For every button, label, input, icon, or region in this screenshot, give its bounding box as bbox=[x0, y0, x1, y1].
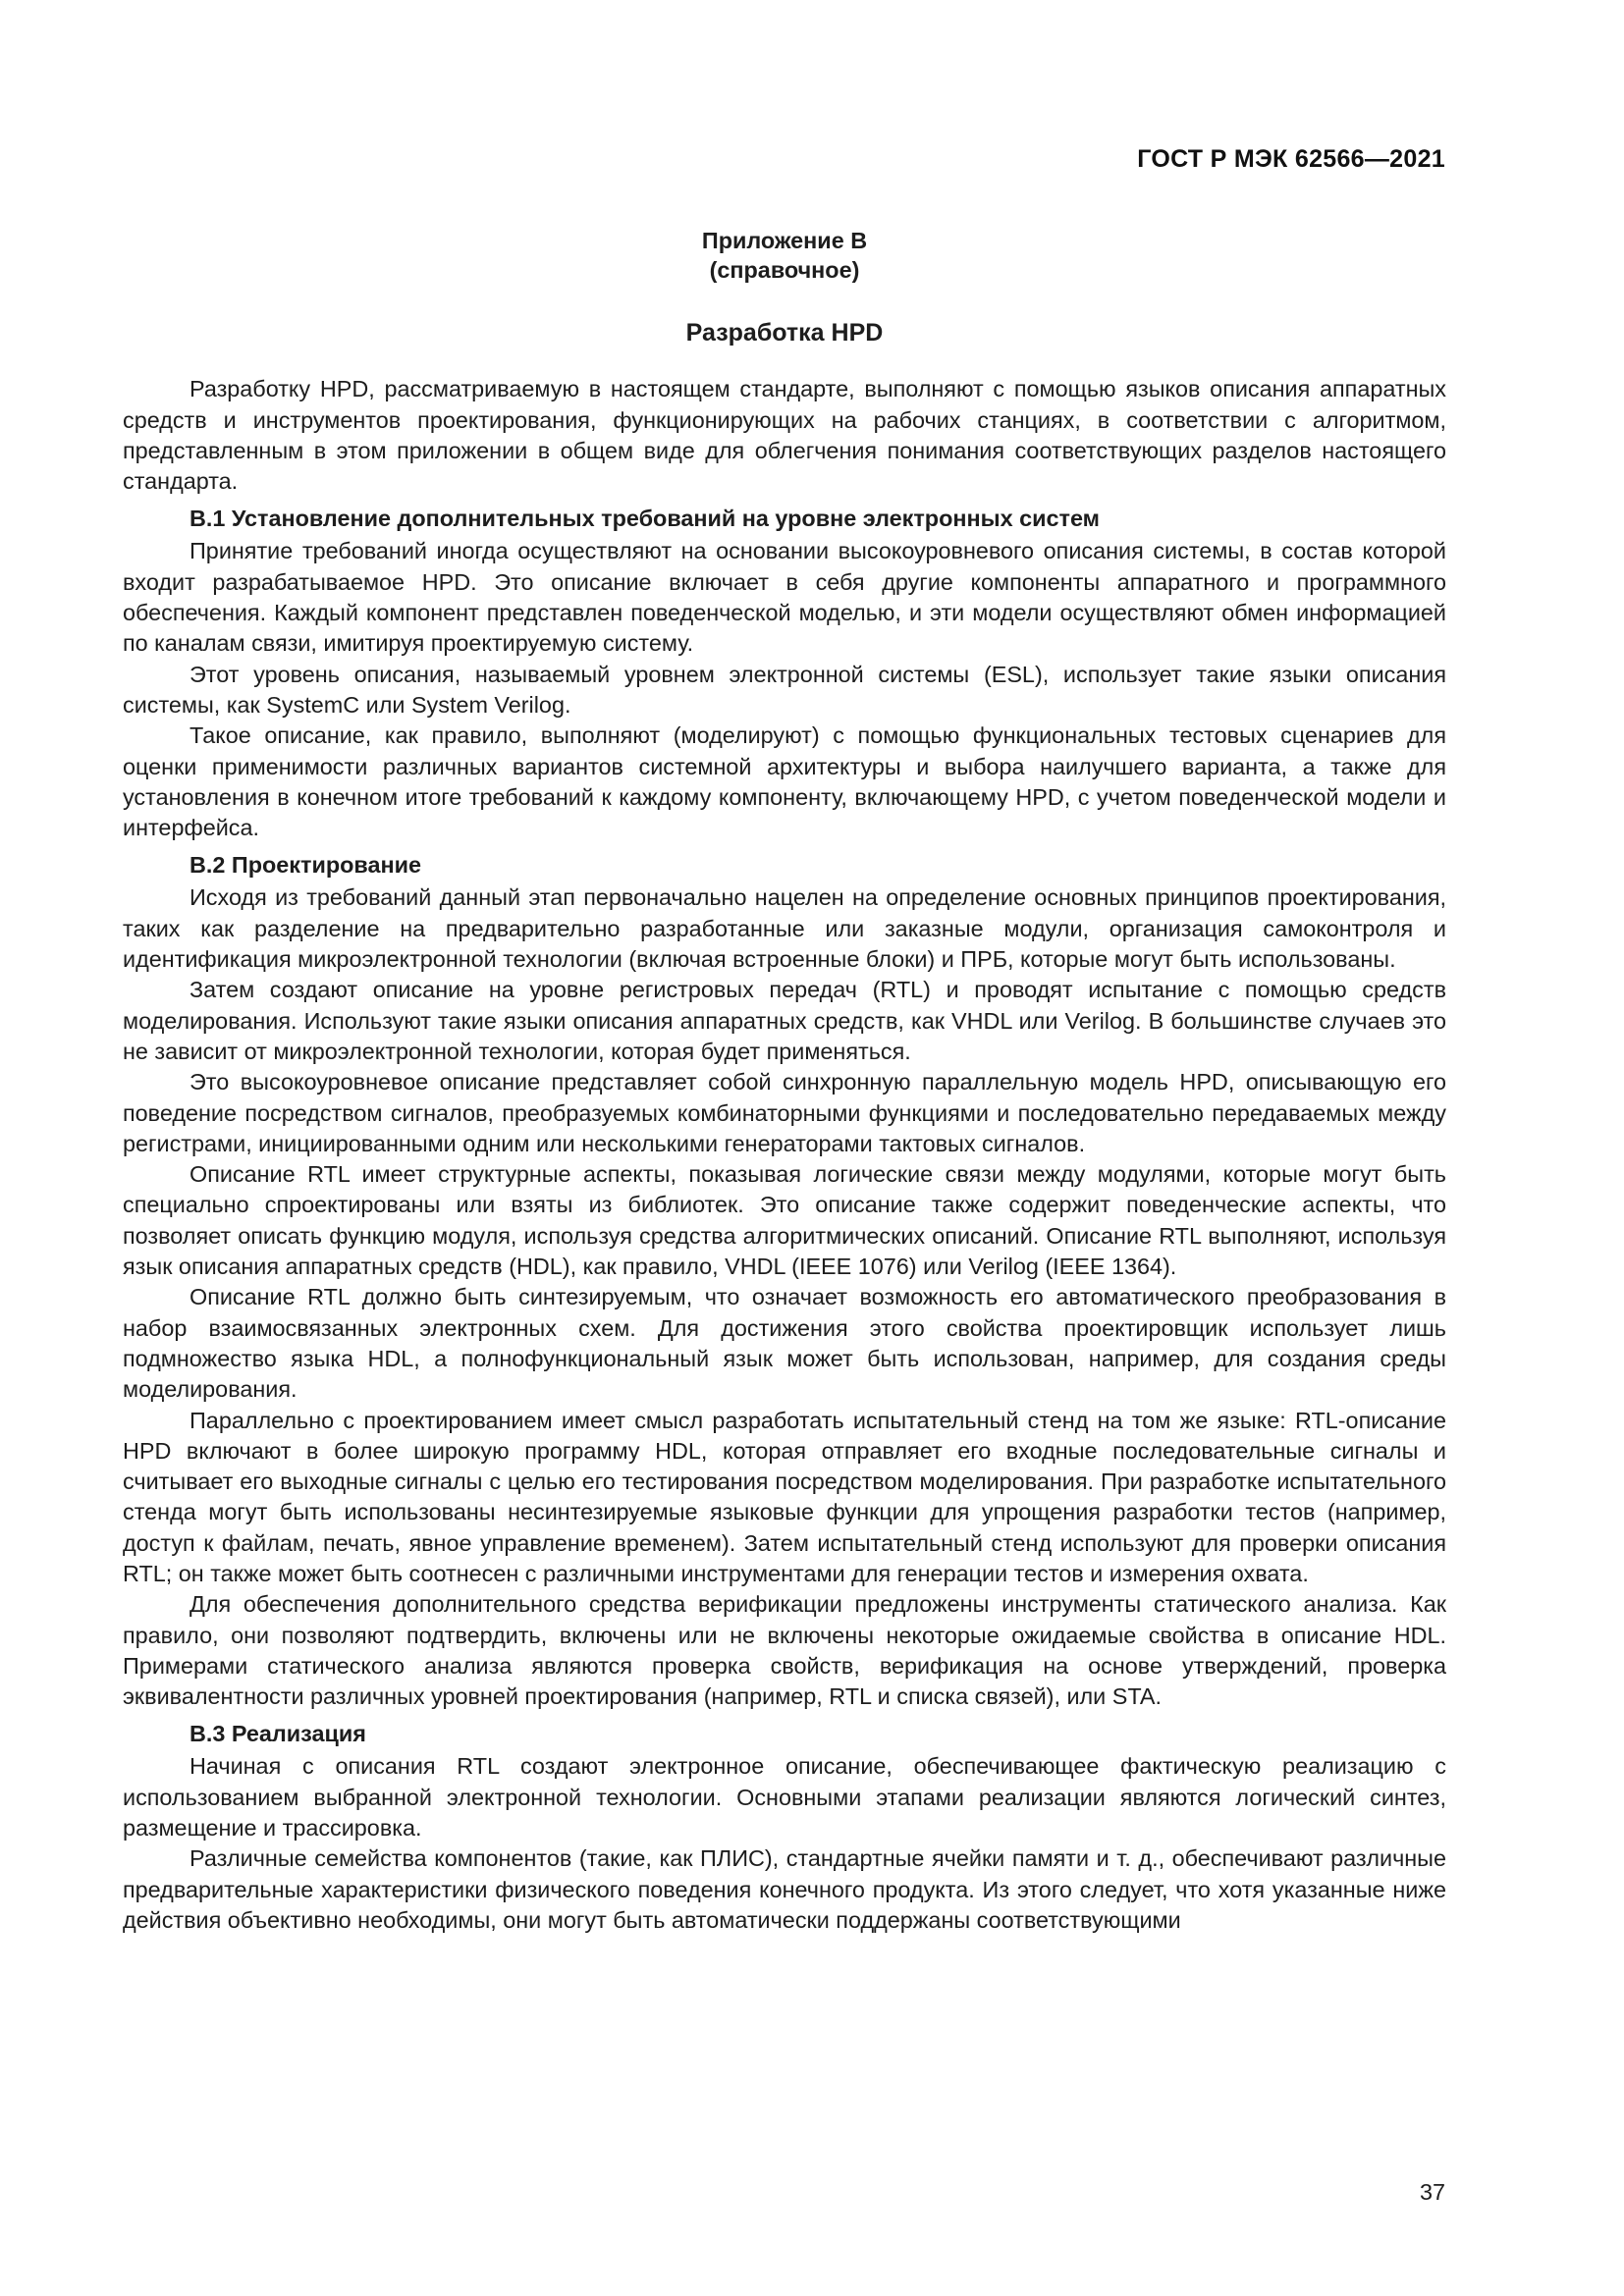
paragraph: Описание RTL должно быть синтезируемым, что означает возможность его автоматического преобразования в набор взаимосвязанных электронных схем. Для достижения этого свойства проектировщик использует лишь подмножество языка HDL, а полнофункциональный язык может быть использован, например, для создания среды моделирования. bbox=[123, 1284, 1446, 1403]
appendix-title: Разработка HPD bbox=[685, 319, 884, 347]
page-content bbox=[123, 226, 1446, 1936]
section-heading-b3: В.3 Реализация bbox=[189, 1721, 366, 1747]
paragraph: Такое описание, как правило, выполняют (моделируют) с помощью функциональных тестовых сценариев для оценки применимости различных вариантов системной архитектуры и выбора наилучшего варианта, а также для установления в конечном итоге требований к каждому компоненту, включающему HPD, с учетом поведенческой модели и интерфейса. bbox=[123, 722, 1446, 841]
standard-code-header: ГОСТ Р МЭК 62566—2021 bbox=[1137, 145, 1445, 173]
appendix-heading bbox=[123, 226, 1446, 285]
paragraph: Исходя из требований данный этап первоначально нацелен на определение основных принципов проектирования, таких как разделение на предварительно разработанные или заказные модули, организация самоконтроля и идентификация микроэлектронной технологии (включая встроенные блоки) и ПРБ, которые могут быть использованы. bbox=[123, 884, 1446, 973]
paragraph: Принятие требований иногда осуществляют на основании высокоуровневого описания системы, в состав которой входит разрабатываемое HPD. Это описание включает в себя другие компоненты аппаратного и программного обеспечения. Каждый компонент представлен поведенческой моделью, и эти модели осуществляют обмен информацией по каналам связи, имитируя проектируемую систему. bbox=[123, 538, 1446, 657]
section-heading-b1: В.1 Установление дополнительных требований на уровне электронных систем bbox=[189, 506, 1100, 532]
paragraph: Описание RTL имеет структурные аспекты, показывая логические связи между модулями, которые могут быть специально спроектированы или взяты из библиотек. Это описание также содержит поведенческие аспекты, что позволяет описать функцию модуля, используя средства алгоритмических описаний. Описание RTL выполняют, используя язык описания аппаратных средств (HDL), как правило, VHDL (IEEE 1076) или Verilog (IEEE 1364). bbox=[123, 1161, 1446, 1280]
intro-paragraph: Разработку HPD, рассматриваемую в настоящем стандарте, выполняют с помощью языков описания аппаратных средств и инструментов проектирования, функционирующих на рабочих станциях, в соответствии с алгоритмом, представленным в этом приложении в общем виде для облегчения понимания соответствующих разделов настоящего стандарта. bbox=[123, 376, 1446, 495]
paragraph: Этот уровень описания, называемый уровнем электронной системы (ESL), использует такие языки описания системы, как SystemC или System Verilog. bbox=[123, 661, 1446, 718]
appendix-status: (справочное) bbox=[709, 257, 860, 283]
paragraph: Начиная с описания RTL создают электронное описание, обеспечивающее фактическую реализацию с использованием выбранной электронной технологии. Основными этапами реализации являются логический синтез, размещение и трассировка. bbox=[123, 1753, 1446, 1842]
appendix-label: Приложение В bbox=[701, 228, 868, 253]
page-number: 37 bbox=[1419, 2179, 1445, 2205]
paragraph: Затем создают описание на уровне регистровых передач (RTL) и проводят испытание с помощью средств моделирования. Используют такие языки описания аппаратных средств, как VHDL или Verilog. В большинстве случаев это не зависит от микроэлектронной технологии, которая будет применяться. bbox=[123, 977, 1446, 1064]
paragraph: Различные семейства компонентов (такие, как ПЛИС), стандартные ячейки памяти и т. д., обеспечивают различные предварительные характеристики физического поведения конечного продукта. Из этого следует, что хотя указанные ниже действия объективно необходимы, они могут быть автоматически поддержаны соответствующими bbox=[123, 1845, 1446, 1933]
paragraph: Для обеспечения дополнительного средства верификации предложены инструменты статического анализа. Как правило, они позволяют подтвердить, включены или не включены некоторые ожидаемые свойства в описание HDL. Примерами статического анализа являются проверка свойств, верификация на основе утверждений, проверка эквивалентности различных уровней проектирования (например, RTL и списка связей), или STA. bbox=[123, 1591, 1446, 1710]
paragraph: Это высокоуровневое описание представляет собой синхронную параллельную модель HPD, описывающую его поведение посредством сигналов, преобразуемых комбинаторными функциями и последовательно передаваемых между регистрами, инициированными одним или несколькими генераторами тактовых сигналов. bbox=[123, 1069, 1446, 1156]
section-heading-b2: В.2 Проектирование bbox=[189, 852, 422, 879]
paragraph: Параллельно с проектированием имеет смысл разработать испытательный стенд на том же языке: RTL-описание HPD включают в более широкую программу HDL, которая отправляет его входные последовательные сигналы и считывает его выходные сигналы с целью его тестирования посредством моделирования. При разработке испытательного стенда могут быть использованы несинтезируемые языковые функции для упрощения разработки тестов (например, доступ к файлам, печать, явное управление временем). Затем испытательный стенд используют для проверки описания RTL; он также может быть соотнесен с различными инструментами для генерации тестов и измерения охвата. bbox=[123, 1407, 1446, 1586]
